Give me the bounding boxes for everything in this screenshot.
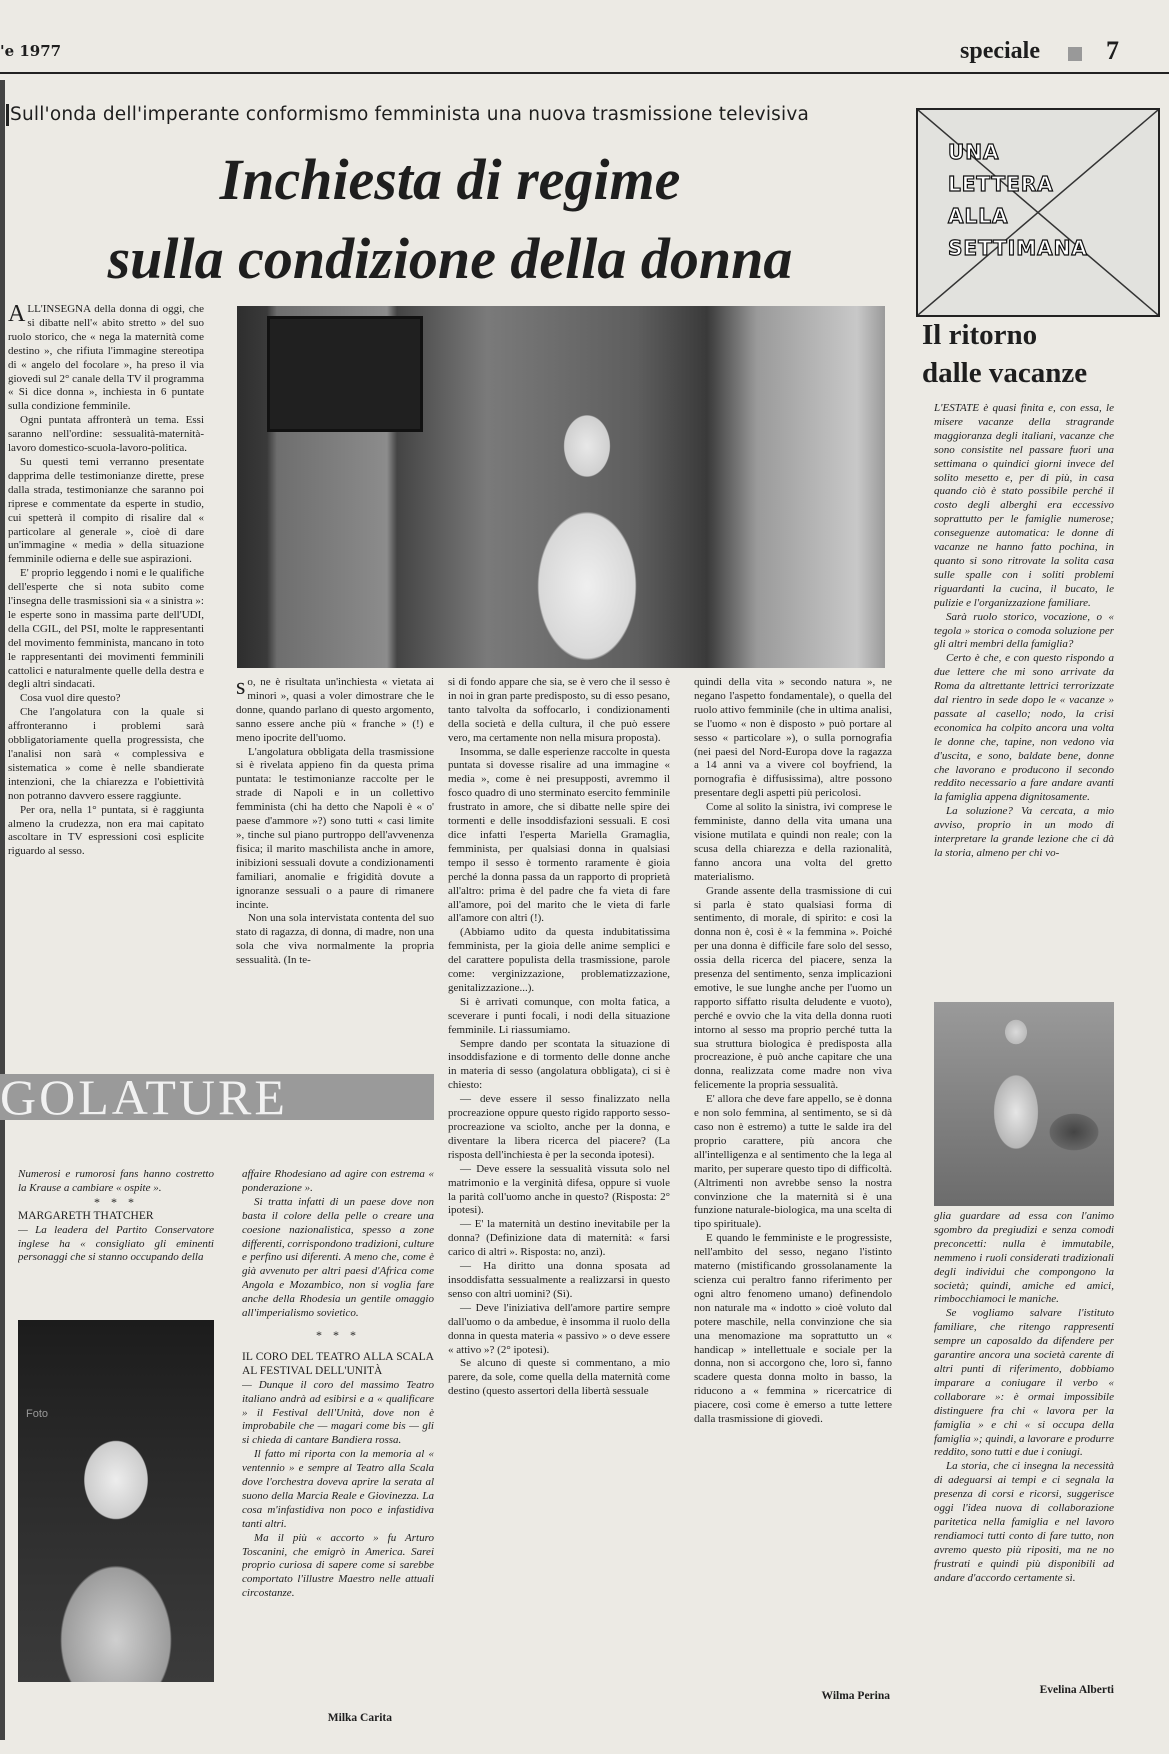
sidebar-title-line-1: Il ritorno — [922, 319, 1038, 351]
golature-intro — [18, 1168, 214, 1196]
article-paragraph: Grande assente della trasmissione di cui si parla è stato qualsiasi forma di sentimento, di morale, di spirito: e così la donna non è, così è « la femmina ». Poiché per una donna è difficile fare solo del sesso, ossia della ricerca del piacere, senza la presenza del sentimento, senza implicazioni emotive, le sue lunghe anche per l'uomo un rapporto siffatto risulta deludente e vuoto), perché e ovvio che la vita della donna ruoti intorno al sesso ma proprio perché tutta la sua struttura biologica è predisposta alla procreazione, è può anche capitare che una donna, realizzata come madre non viva felicemente la propria sessualità. — [694, 884, 892, 1092]
golature-stars: * * * — [94, 1194, 138, 1209]
child-photo — [934, 1002, 1114, 1206]
tv-monitor-icon — [267, 316, 423, 432]
sidebar-paragraph-text: La storia, che ci insegna la necessità di adeguarsi ai tempi e ci segnala la presenza di corsi e ricorsi, suggerisce oggi l'idea nuova di collaborazione paritetica nella famiglia e nel lavoro rendiamoci tutti conto di fare tutto, non avremo questo più ripositi, ma ne no frustrati e quindi più disponibili ad andare d'accordo certamente sì. — [934, 1460, 1114, 1584]
article-col-3 — [448, 676, 670, 1706]
logo-line-4: SETTIMANA — [948, 236, 1088, 260]
lettera-logo — [916, 108, 1160, 317]
header-square-icon — [1068, 47, 1082, 61]
sidebar-paragraph — [934, 1307, 1114, 1460]
thatcher-text — [18, 1224, 214, 1266]
article-paragraph: E quando le femministe e le progressiste, nell'ambito del sesso, negano l'istinto materno (mistificando grossolanamente la scienza cui peraltro fanno riferimento per ogni altro fenomeno umano) definendolo non naturale ma « indotto » cioè voluto dal potere maschile, nella convinzione che sia una menomazione ma soprattutto un « handicap » intellettuale e sociale per la donna, non si accorgono che, loro sì, fanno scadere questa donna molto in basso, la riducono a « femmina » ricercatrice di piacere, così come è emerso a tutte lettere dalla trasmissione di giovedì. — [694, 1232, 892, 1426]
golature-paragraph — [242, 1168, 434, 1196]
page-left-edge — [0, 80, 5, 1740]
golature-col-right — [242, 1168, 434, 1716]
thatcher-text-body: — La leadera del Partito Conservatore inglese ha « consigliato gli eminenti personaggi che si stanno occupando della — [18, 1223, 214, 1264]
golature-paragraph — [242, 1196, 434, 1321]
thatcher-photo-caption: Foto — [26, 1408, 49, 1420]
article-paragraph: — E' la maternità un destino inevitabile per la donna? (Definizione data di maternità: « farsi carico di altri ». Risposta: no, anzi). — [448, 1218, 670, 1259]
sidebar-title-line-2: dalle vacanze — [922, 357, 1088, 389]
golature-col-left — [18, 1168, 214, 1316]
sidebar-paragraph — [934, 805, 1114, 861]
article-paragraph: so, ne è risultata un'inchiesta « vietata ai minori », quasi a voler dimostrare che le donne, quando parlano di questo argomento, sanno essere anche più « franche » (!) e meno ipocrite dell'uomo. — [236, 676, 434, 744]
coro-paragraph — [242, 1379, 434, 1449]
article-paragraph: quindi della vita » secondo natura », ne negano l'aspetto fondamentale), o quella del ruolo attivo femminile (che in ultima analisi, se l'uomo « non è disposto » può portare al sesso « particolare »), o sulla pornografia (nei paesi del Nord-Europa dove la ragazza a 14 anni va a vivere col boyfriend, la pornografia è diffusissima), altre possono presentare degli aspetti più pericolosi. — [694, 676, 892, 800]
article-signature: Wilma Perina — [821, 1690, 890, 1702]
golature-intro-text: Numerosi e rumorosi fans hanno costretto la Krause a cambiare « ospite ». — [18, 1168, 214, 1194]
golature-paragraph-text: Si tratta infatti di un paese dove non basta il colore della pelle o creare una coesione nazionalistica, spesso a zone differenti, corrispondono tradizioni, culture e perfino usi diferenti. A meno che, come è già avvenuto per altri paesi d'Africa come Angola e Mozambico, non si voglia fare anche della Rhodesia un gentile omaggio all'imperialismo sovietico. — [242, 1195, 434, 1320]
logo-line-1: UNA — [948, 140, 1000, 164]
studio-photo — [237, 306, 885, 668]
header-rule — [0, 72, 1169, 74]
sidebar-signature: Evelina Alberti — [1039, 1684, 1114, 1696]
sidebar-paragraph-text: glia guardare ad essa con l'animo sgombro da pregiudizi e senza comodi preconcetti: nulla è immutabile, nemmeno i ruoli considerati tradizionali degli individui che compongono la società; quindi, amiche ed amici, rimbocchiamoci le maniche. — [934, 1210, 1114, 1306]
article-paragraph: ALL'INSEGNA della donna di oggi, che si dibatte nell'« abito stretto » del suo ruolo storico, che « nega la maternità come destino », che rifiuta l'immagine stereotipa di « angelo del focolare », ha preso il via giovedì sul 2° canale della TV il programma « Si dice donna », inchiesta in 6 puntate sulla condizione femminile. — [8, 303, 204, 413]
headline-line-2: sulla condizione della donna — [107, 226, 793, 291]
article-paragraph: Come al solito la sinistra, ivi comprese le femministe, danno della vita umana una visione mutilata e quindi non reale; con la scusa della chiarezza e della razionalità, fanno ancora una volta del gretto materialismo. — [694, 801, 892, 883]
coro-heading: IL CORO DEL TEATRO ALLA SCALA AL FESTIVAL DELL'UNITÀ — [242, 1350, 434, 1377]
sidebar-paragraph-text: Sarà ruolo storico, vocazione, o « tegola » storica o comoda soluzione per gli altri membri della famiglia? — [934, 610, 1114, 651]
coro-paragraph — [242, 1448, 434, 1531]
coro-paragraph — [242, 1532, 434, 1602]
golature-paragraph-text: affaire Rhodesiano ad agire con estrema « ponderazione ». — [242, 1168, 434, 1194]
article-paragraph: E' allora che deve fare appello, se è donna e non solo femmina, al sentimento, se si dà caso non è estremo) a tutte le salde ira del proprio carattere, più ancora che all'intelligenza e al sentimento che la lega al marito, per superare questo tipo di difficoltà. (Altrimenti non avrebbe senso la nostra convinzione che la maternità si è una funzione naturale-biologica, ma una scelta di tipo spirituale). — [694, 1093, 892, 1231]
article-paragraph: (Abbiamo udito da questa indubitatissima femminista, per la gioia delle anime semplici e del carattere populista della trasmissione, parole come: verginizzazione, problematizzazione, genitalizzazione...). — [448, 926, 670, 994]
logo-line-3: ALLA — [948, 204, 1009, 228]
article-paragraph: E' proprio leggendo i nomi e le qualifiche dell'esperte che si nota subito come l'insegna delle trasmissioni sia « a sinistra »: le esperte sono in massima parte dell'UDI, della CGIL, del PSI, molte le rappresentanti del movimento femminista, mancano in toto le rappresentanti dei movimenti femminili cattolici e naturalmente quelle della destra e degli altri sindacati. — [8, 567, 204, 691]
article-paragraph: Sempre dando per scontata la situazione di insoddisfazione e di tormento delle donne anche in materia di sesso (angolatura obbligata), ci si è chiesto: — [448, 1037, 670, 1092]
coro-paragraph-text: Ma il più « accorto » fu Arturo Toscanini, che emigrò in America. Sarei proprio curiosa di sapere come si sarebbe comportato l'illustre Maestro nelle attuali circostanze. — [242, 1531, 434, 1600]
article-paragraph: — deve essere il sesso finalizzato nella procreazione oppure questo rigido rapporto sesso-procreazione va sciolto, anche per la donna, e diventare la libera ricerca del piacere? (La risposta dell'inchiesta è per la seconda ipotesi). — [448, 1093, 670, 1161]
golature-stars-2: * * * — [316, 1327, 360, 1342]
article-paragraph: Che l'angolatura con la quale si affronteranno i problemi sarà obbligatoriamente quella progressista, che l'analisi non sarà « complessiva e sistematica » come è nelle sbandierate intenzioni, che la chiarezza e l'obiettività non potranno davvero essere raggiunte. — [8, 706, 204, 802]
article-paragraph: — Deve l'iniziativa dell'amore partire sempre dall'uomo o da ambedue, è insomma il ruolo della donna in questa materia « passivo » o deve essere « attivo »? (2° ipotesi). — [448, 1301, 670, 1356]
article-col-2 — [236, 676, 434, 1060]
coro-paragraph-text: — Dunque il coro del massimo Teatro italiano andrà ad esibirsi e a « qualificare » il Festival dell'Unità, dove non è improbabile che — magari come bis — gli si chieda di cantare Bandiera rossa. — [242, 1378, 434, 1447]
article-paragraph: si di fondo appare che sia, se è vero che il sesso è in noi in gran parte predisposto, su di esso pesano, tanto talvolta da soffocarlo, i condizionamenti della società e della cultura, il che può essere vero, ma certamente non nella misura proposta). — [448, 676, 670, 744]
article-col-4 — [694, 676, 892, 1686]
header-page-number: 7 — [1106, 36, 1119, 65]
sidebar-text-bottom — [934, 1210, 1114, 1682]
coro-paragraph-text: Il fatto mi riporta con la memoria al « ventennio » e sempre al Teatro alla Scala dove l'orchestra doveva aprire la serata al suono della Marcia Reale e Giovinezza. La cosa m'infastidiva non poco e infastidiva tanti altri. — [242, 1448, 434, 1530]
logo-line-2: LETTERA — [948, 172, 1054, 196]
header-section: speciale — [960, 38, 1040, 64]
sidebar-title — [922, 316, 1162, 392]
thatcher-photo — [18, 1320, 214, 1682]
sidebar-paragraph — [934, 652, 1114, 805]
kicker: Sull'onda dell'imperante conformismo femminista una nuova trasmissione televisiva — [10, 104, 810, 125]
sidebar-paragraph-text: Certo è che, e con questo rispondo a due lettere che mi sono arrivate da Roma da altrettante lettrici terrorizzate dal rientro in sede dopo le « vacanze » passate al casello; nodo, la crisi economica ha colpito ancora una volta le donne che, tapine, non vedono via d'uscita, e sono, baldate bene, donne che lavorano e producono il secondo reddito necessario a fare andare avanti la famiglia appena dignitosamente. — [934, 652, 1114, 804]
sidebar-paragraph — [934, 1210, 1114, 1307]
sidebar-paragraph-text: Se vogliamo salvare l'istituto familiare, che ritengo rappresenti sempre un caposaldo da difendere per garantire ancora una società carente di altri punti di riferimento, dobbiamo imparare a coniugare il verbo « collaborare »: è ormai impossibile distinguere fra chi « lavora per la famiglia » e chi « si occupa della famiglia »; quindi, a lavorare e produrre reddito, sono tutti e due i coniugi. — [934, 1307, 1114, 1459]
article-paragraph: Cosa vuol dire questo? — [20, 692, 121, 705]
coro-signature: Milka Carita — [327, 1712, 392, 1724]
article-paragraph: Su questi temi verranno presentate dapprima delle testimonianze dirette, prese dalla strada, testimonianze che saranno poi riprese e commentate da esperte in studio, cui spetterà il compito di risalire dal « particolare al generale », cioè di dare un'immagine « media » della situazione femminile odierna e delle sue aspirazioni. — [8, 455, 204, 566]
sidebar-paragraph-text: La soluzione? Va cercata, a mio avviso, proprio in un modo di interpretare la grande lezione che ci dà la storia, almeno per chi vo- — [934, 805, 1114, 859]
article-paragraph: — Ha diritto una donna sposata ad insoddisfatta sessualmente a realizzarsi in questo senso con altri uomini? (Sì). — [448, 1260, 670, 1300]
golature-title: GOLATURE — [0, 1074, 288, 1120]
article-paragraph: Per ora, nella 1° puntata, si è raggiunta almeno la crudezza, non era mai capitato ascoltare in TV espressioni così esplicite riguardo al sesso. — [8, 803, 204, 858]
sidebar-paragraph-text: L'ESTATE è quasi finita e, con essa, le misere vacanze della stragrande maggioranza degli italiani, vacanze che sono consistite nel passare fuori una settimana o quindici giorni invece del solito mesetto e, per di più, in casa quando ciò è stato possibile perché il costo degli alberghi era eccessivo soprattutto per le famiglie numerose; conseguenze automatica: le donne di vacanze ne hanno fatto pochina, in quanto si sono ritrovate la solita casa sulle spalle con i soliti problemi riguardanti la cucina, il bucato, le pulizie e l'organizzazione familiare. — [934, 402, 1114, 609]
sidebar-paragraph — [934, 1460, 1114, 1585]
article-paragraph: Si è arrivati comunque, con molta fatica, a sceverare i punti focali, i nodi della situazione femminile. Li riassumiamo. — [448, 995, 670, 1036]
article-paragraph: Insomma, se dalle esperienze raccolte in questa puntata si dovesse risalire ad una immagine « media », come è nei presupposti, avremmo il fosco quadro di uno sterminato esercito femminile frustrato in amore, che si dibatte nelle spire dei tormenti e delle insoddisfazioni sessuali. E così dice infatti l'esperta Mariella Gramaglia, femminista, per qualsiasi donna in qualsiasi tempo il sesso è tormento raramente è gioia perché la donna passa da un rapporto di proprietà all'altro: prima è del padre che fa vieta di fare all'amore, poi del marito che le vieta di farle all'amore con altri (!). — [448, 745, 670, 925]
headline-line-1: Inchiesta di regime — [219, 147, 681, 212]
header-year: 'e 1977 — [0, 42, 62, 60]
sidebar-text-top — [934, 402, 1114, 998]
article-col-1 — [8, 303, 204, 1055]
article-paragraph: — Deve essere la sessualità vissuta solo nel matrimonio e la verginità difesa, oppure si vuole la parità coll'uomo anche in questo? (Risposta: 2° ipotesi). — [448, 1162, 670, 1217]
article-paragraph: Se alcuno di queste si commentano, a mio parere, da sole, come quella della maternità come destino (questo assertori della libertà sessuale — [448, 1357, 670, 1398]
headline — [40, 140, 860, 298]
sidebar-paragraph — [934, 402, 1114, 611]
kicker-bar — [6, 104, 9, 126]
sidebar-paragraph — [934, 611, 1114, 653]
article-paragraph: Ogni puntata affronterà un tema. Essi saranno nell'ordine: sessualità-maternità-lavoro domestico-scuola-lavoro-politica. — [8, 414, 204, 455]
article-paragraph: Non una sola intervistata contenta del suo stato di ragazza, di donna, di madre, non una sola che viva normalmente la propria sessualità. (In te- — [236, 912, 434, 967]
article-paragraph: L'angolatura obbligata della trasmissione si è rivelata appieno fin da questa prima puntata: le testimonianze raccolte per le strade di Napoli e in un collettivo femminista (chi ha detto che Napoli è « o' paese d'ammore »?) sono tutti « casi limite », tinche sul piano purtroppo dell'avvenenza fisica; il marito maschilista anche in amore, inibizioni sessuali dovute a condizionamenti familiari, anomalie e frigidità dovute a ignoranze sessuali o a paure di rimanere incinte. — [236, 745, 434, 911]
thatcher-heading: MARGARETH THATCHER — [18, 1209, 154, 1222]
